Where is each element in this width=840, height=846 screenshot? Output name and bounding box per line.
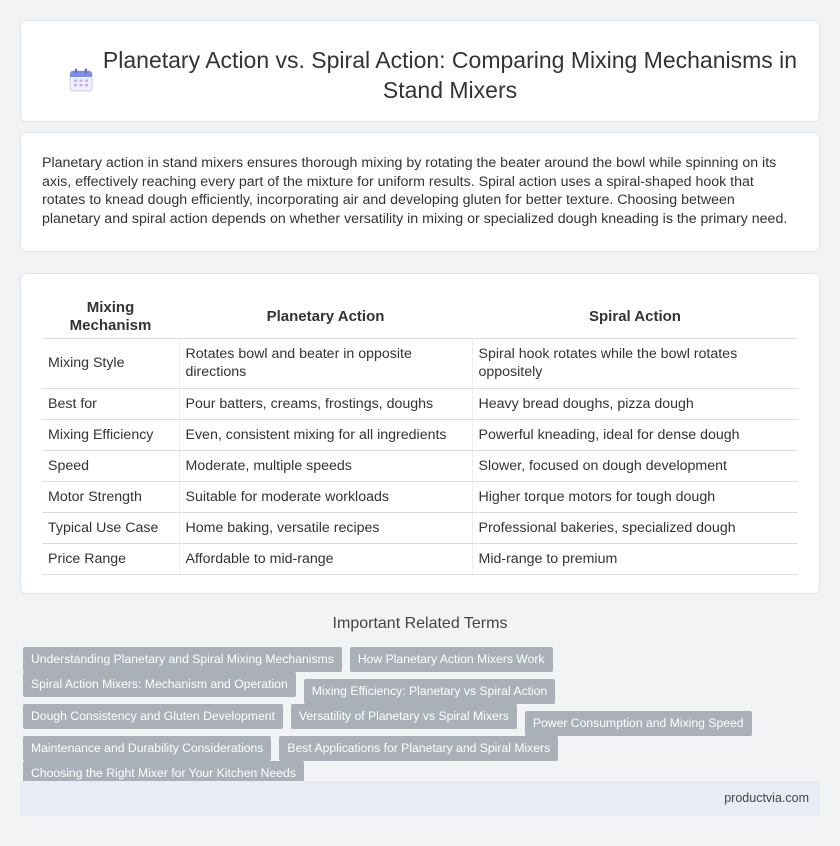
planetary-cell: Even, consistent mixing for all ingredients: [179, 419, 472, 450]
planetary-cell: Pour batters, creams, frostings, doughs: [179, 388, 472, 419]
comparison-table: [42, 296, 798, 575]
row-label: Price Range: [42, 543, 179, 574]
title-card: [20, 20, 820, 122]
spiral-cell: Mid-range to premium: [472, 543, 798, 574]
page-title: Planetary Action vs. Spiral Action: Comparing Mixing Mechanisms in Stand Mixers: [102, 47, 798, 103]
spiral-cell: Powerful kneading, ideal for dense dough: [472, 419, 798, 450]
intro-card: [20, 132, 820, 252]
spiral-cell: Higher torque motors for tough dough: [472, 481, 798, 512]
table-row: [42, 512, 798, 543]
related-term-tag[interactable]: Understanding Planetary and Spiral Mixing Mechanisms: [23, 647, 342, 672]
table-row: [42, 543, 798, 574]
related-term-tag[interactable]: Dough Consistency and Gluten Development: [23, 704, 283, 729]
planetary-cell: Rotates bowl and beater in opposite directions: [179, 338, 472, 388]
header-planetary: Planetary Action: [179, 296, 472, 338]
row-label: Typical Use Case: [42, 512, 179, 543]
spiral-cell: Professional bakeries, specialized dough: [472, 512, 798, 543]
related-terms-heading: Important Related Terms: [332, 615, 508, 632]
spiral-cell: Heavy bread doughs, pizza dough: [472, 388, 798, 419]
row-label: Mixing Efficiency: [42, 419, 179, 450]
table-row: [42, 481, 798, 512]
header-mechanism: Mixing Mechanism: [42, 296, 179, 338]
footer-site-link[interactable]: productvia.com: [724, 791, 809, 805]
table-row: [42, 450, 798, 481]
table-row: [42, 388, 798, 419]
related-term-tag[interactable]: Mixing Efficiency: Planetary vs Spiral Action: [304, 679, 556, 704]
related-term-tag[interactable]: Versatility of Planetary vs Spiral Mixers: [291, 704, 517, 729]
planetary-cell: Moderate, multiple speeds: [179, 450, 472, 481]
planetary-cell: Suitable for moderate workloads: [179, 481, 472, 512]
comparison-card: [20, 273, 820, 594]
related-term-tag[interactable]: Power Consumption and Mixing Speed: [525, 711, 752, 736]
related-term-tag[interactable]: How Planetary Action Mixers Work: [350, 647, 553, 672]
row-label: Speed: [42, 450, 179, 481]
spiral-cell: Slower, focused on dough development: [472, 450, 798, 481]
related-term-tag[interactable]: Spiral Action Mixers: Mechanism and Operation: [23, 672, 296, 697]
table-row: [42, 338, 798, 388]
related-term-tag[interactable]: Maintenance and Durability Considerations: [23, 736, 271, 761]
related-terms-list: [23, 647, 823, 786]
table-header-row: [42, 296, 798, 338]
row-label: Mixing Style: [42, 338, 179, 388]
header-spiral: Spiral Action: [472, 296, 798, 338]
related-term-tag[interactable]: Choosing the Right Mixer for Your Kitchen Needs: [23, 761, 304, 786]
intro-paragraph: Planetary action in stand mixers ensures thorough mixing by rotating the beater around the bowl while spinning on its axis, effectively reaching every part of the mixture for uniform results. Spiral action uses a spiral-shaped hook that rotates to knead dough efficiently, incorporating air and developing gluten for better texture. Choosing between planetary and spiral action depends on whether versatility in mixing or specialized dough kneading is the primary need.: [42, 155, 788, 227]
spiral-cell: Spiral hook rotates while the bowl rotates oppositely: [472, 338, 798, 388]
planetary-cell: Home baking, versatile recipes: [179, 512, 472, 543]
table-row: [42, 419, 798, 450]
related-term-tag[interactable]: Best Applications for Planetary and Spiral Mixers: [279, 736, 558, 761]
row-label: Motor Strength: [42, 481, 179, 512]
footer: [20, 781, 820, 816]
row-label: Best for: [42, 388, 179, 419]
planetary-cell: Affordable to mid-range: [179, 543, 472, 574]
